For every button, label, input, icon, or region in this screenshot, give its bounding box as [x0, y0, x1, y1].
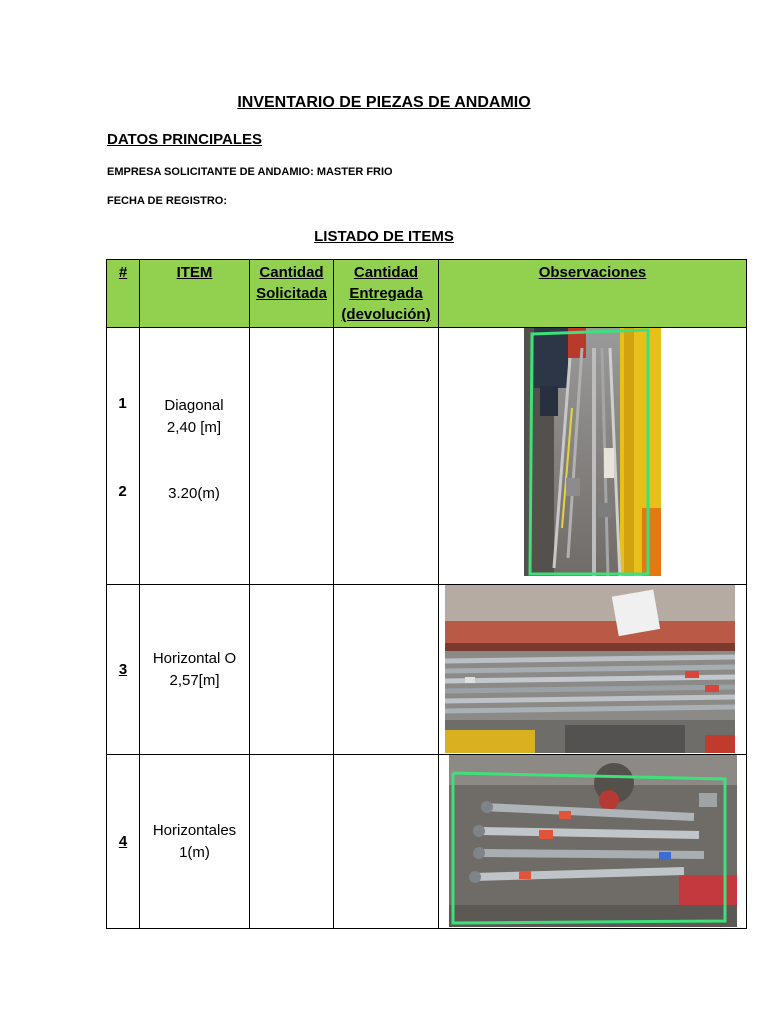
row-number: 2 [118, 482, 127, 500]
table-row [107, 755, 747, 929]
row-number: 4 [107, 755, 140, 929]
section-title: DATOS PRINCIPALES [107, 131, 263, 148]
delivered-qty-cell[interactable] [334, 585, 439, 755]
delivered-qty-cell[interactable] [334, 755, 439, 929]
requested-qty-cell[interactable] [250, 585, 334, 755]
list-title: LISTADO DE ITEMS [314, 228, 454, 245]
table-header-row [107, 260, 747, 328]
observation-cell [439, 585, 747, 755]
header-requested: Cantidad Solicitada [250, 260, 334, 328]
item-name: Horizontal O 2,57[m] [140, 585, 250, 755]
delivered-qty-cell[interactable] [334, 328, 439, 585]
photo-horizontal-pipes [445, 585, 735, 753]
company-field: EMPRESA SOLICITANTE DE ANDAMIO: MASTER FRIO [107, 166, 393, 178]
observation-cell [439, 755, 747, 929]
document-title: INVENTARIO DE PIEZAS DE ANDAMIO [237, 94, 531, 111]
row-number: 1 [118, 394, 127, 412]
row-number: 3 [107, 585, 140, 755]
table-row [107, 585, 747, 755]
item-name: Diagonal 2,40 [m] [164, 396, 224, 436]
item-name: Horizontales 1(m) [140, 755, 250, 929]
photo-short-horizontals [449, 755, 737, 927]
date-field: FECHA DE REGISTRO: [107, 195, 227, 207]
observation-cell [439, 328, 747, 585]
header-delivered: Cantidad Entregada (devolución) [334, 260, 439, 328]
table-row [107, 328, 747, 585]
items-table [106, 259, 747, 929]
item-name: 3.20(m) [168, 484, 220, 502]
row-number-cell [107, 328, 140, 585]
item-cell [140, 328, 250, 585]
header-item: ITEM [140, 260, 250, 328]
header-num: # [107, 260, 140, 328]
photo-diagonal-pipes [524, 328, 661, 583]
requested-qty-cell[interactable] [250, 755, 334, 929]
header-observations: Observaciones [439, 260, 747, 328]
requested-qty-cell[interactable] [250, 328, 334, 585]
